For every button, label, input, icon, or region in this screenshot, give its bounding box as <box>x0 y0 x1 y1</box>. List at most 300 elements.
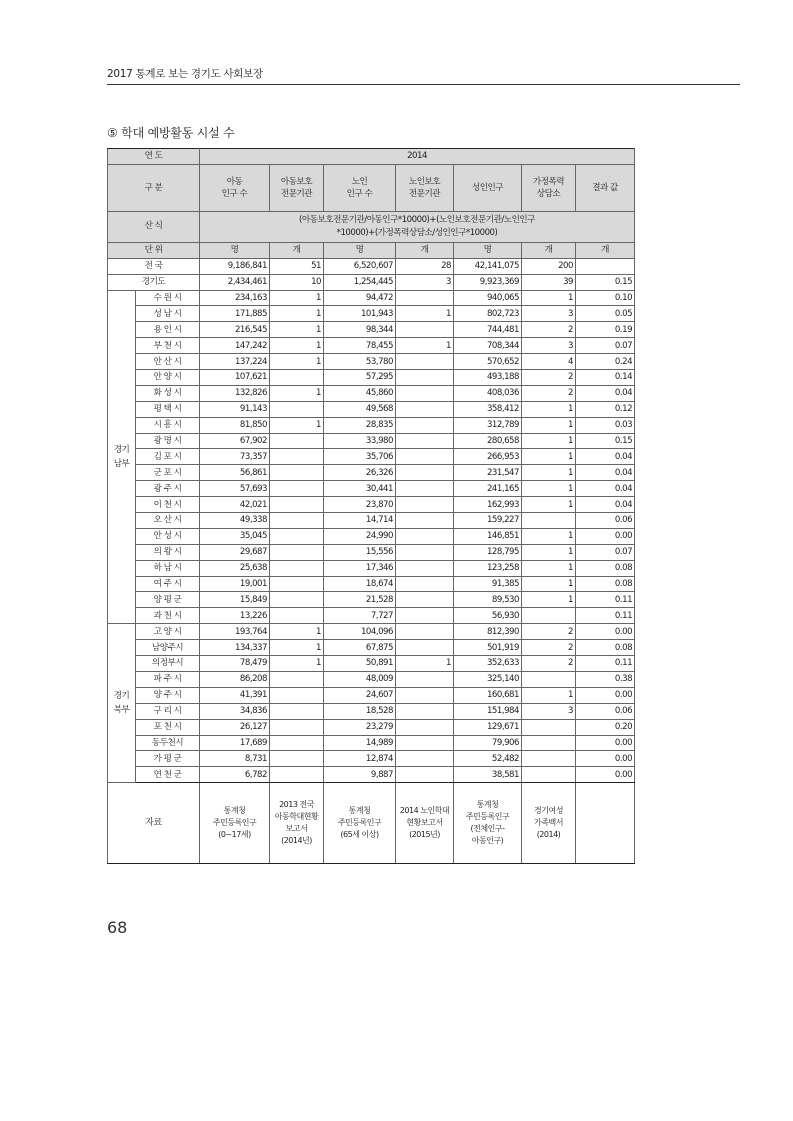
value-cell: 1 <box>396 306 454 322</box>
value-cell <box>522 751 576 767</box>
value-cell <box>396 449 454 465</box>
year-row <box>108 149 635 165</box>
value-cell: 48,009 <box>324 671 396 687</box>
table-row <box>108 401 635 417</box>
value-cell: 42,141,075 <box>454 258 522 274</box>
city-name: 구 리 시 <box>136 703 200 719</box>
value-cell: 0.00 <box>576 624 635 640</box>
value-cell: 6,782 <box>200 767 270 783</box>
value-cell: 1 <box>270 385 324 401</box>
column-header: 아동보호 전문기관 <box>270 164 324 211</box>
value-cell <box>396 385 454 401</box>
value-cell: 1 <box>522 528 576 544</box>
category-label: 구 분 <box>108 164 200 211</box>
value-cell: 234,163 <box>200 290 270 306</box>
city-name: 가 평 군 <box>136 751 200 767</box>
value-cell <box>396 751 454 767</box>
city-name: 김 포 시 <box>136 449 200 465</box>
region-name: 경기도 <box>108 274 200 290</box>
value-cell <box>270 481 324 497</box>
value-cell: 56,861 <box>200 465 270 481</box>
value-cell <box>270 528 324 544</box>
value-cell: 0.06 <box>576 513 635 529</box>
value-cell <box>396 370 454 386</box>
value-cell: 0.12 <box>576 401 635 417</box>
column-header: 가정폭력 상담소 <box>522 164 576 211</box>
value-cell: 2 <box>522 385 576 401</box>
value-cell: 325,140 <box>454 671 522 687</box>
value-cell <box>270 497 324 513</box>
value-cell <box>522 513 576 529</box>
value-cell <box>396 735 454 751</box>
value-cell: 129,671 <box>454 719 522 735</box>
region-group-label: 경기 북부 <box>108 624 136 783</box>
value-cell: 1 <box>270 640 324 656</box>
city-name: 의 왕 시 <box>136 544 200 560</box>
value-cell: 0.00 <box>576 735 635 751</box>
value-cell: 86,208 <box>200 671 270 687</box>
table-row <box>108 703 635 719</box>
value-cell <box>396 624 454 640</box>
value-cell: 159,227 <box>454 513 522 529</box>
value-cell: 91,143 <box>200 401 270 417</box>
value-cell: 14,989 <box>324 735 396 751</box>
value-cell: 51 <box>270 258 324 274</box>
city-name: 광 명 시 <box>136 433 200 449</box>
value-cell: 744,481 <box>454 322 522 338</box>
value-cell: 35,045 <box>200 528 270 544</box>
value-cell: 38,581 <box>454 767 522 783</box>
value-cell: 200 <box>522 258 576 274</box>
value-cell: 26,326 <box>324 465 396 481</box>
city-name: 연 천 군 <box>136 767 200 783</box>
column-header: 아동 인구 수 <box>200 164 270 211</box>
value-cell: 241,165 <box>454 481 522 497</box>
value-cell: 33,980 <box>324 433 396 449</box>
unit-cell: 명 <box>200 242 270 258</box>
value-cell: 570,652 <box>454 354 522 370</box>
value-cell <box>396 608 454 624</box>
value-cell: 34,836 <box>200 703 270 719</box>
unit-cell: 개 <box>270 242 324 258</box>
table-row <box>108 385 635 401</box>
value-cell <box>396 354 454 370</box>
value-cell: 17,689 <box>200 735 270 751</box>
value-cell: 0.05 <box>576 306 635 322</box>
value-cell: 0.10 <box>576 290 635 306</box>
city-name: 파 주 시 <box>136 671 200 687</box>
city-name: 여 주 시 <box>136 576 200 592</box>
table-row <box>108 290 635 306</box>
value-cell: 0.04 <box>576 385 635 401</box>
table-row <box>108 560 635 576</box>
value-cell: 1 <box>522 592 576 608</box>
city-name: 부 천 시 <box>136 338 200 354</box>
city-name: 성 남 시 <box>136 306 200 322</box>
region-name: 전 국 <box>108 258 200 274</box>
column-header: 성인인구 <box>454 164 522 211</box>
value-cell: 128,795 <box>454 544 522 560</box>
value-cell: 1 <box>522 497 576 513</box>
value-cell: 91,385 <box>454 576 522 592</box>
value-cell: 171,885 <box>200 306 270 322</box>
value-cell <box>396 687 454 703</box>
value-cell: 78,479 <box>200 656 270 672</box>
value-cell <box>396 576 454 592</box>
value-cell: 2,434,461 <box>200 274 270 290</box>
value-cell <box>396 417 454 433</box>
value-cell <box>396 290 454 306</box>
value-cell: 146,851 <box>454 528 522 544</box>
value-cell: 1 <box>396 656 454 672</box>
value-cell <box>270 592 324 608</box>
value-cell: 1 <box>522 401 576 417</box>
value-cell: 24,990 <box>324 528 396 544</box>
value-cell: 79,906 <box>454 735 522 751</box>
value-cell: 2 <box>522 322 576 338</box>
table-row <box>108 544 635 560</box>
value-cell <box>576 258 635 274</box>
table-row <box>108 624 635 640</box>
value-cell: 0.24 <box>576 354 635 370</box>
value-cell: 2 <box>522 656 576 672</box>
table-row <box>108 576 635 592</box>
value-cell: 14,714 <box>324 513 396 529</box>
value-cell: 98,344 <box>324 322 396 338</box>
value-cell: 67,875 <box>324 640 396 656</box>
value-cell <box>522 671 576 687</box>
table-row <box>108 449 635 465</box>
value-cell <box>396 767 454 783</box>
table-row <box>108 767 635 783</box>
value-cell: 0.11 <box>576 592 635 608</box>
city-name: 동두천시 <box>136 735 200 751</box>
value-cell: 312,789 <box>454 417 522 433</box>
city-name: 화 성 시 <box>136 385 200 401</box>
source-cell: 통계청 주민등록인구 (전체인구- 아동인구) <box>454 783 522 864</box>
city-name: 안 산 시 <box>136 354 200 370</box>
city-name: 양 평 군 <box>136 592 200 608</box>
value-cell: 1 <box>270 656 324 672</box>
value-cell: 3 <box>522 338 576 354</box>
city-name: 군 포 시 <box>136 465 200 481</box>
table-row <box>108 274 635 290</box>
city-name: 양 주 시 <box>136 687 200 703</box>
value-cell <box>270 767 324 783</box>
value-cell <box>270 544 324 560</box>
value-cell: 30,441 <box>324 481 396 497</box>
value-cell: 1 <box>270 322 324 338</box>
value-cell: 26,127 <box>200 719 270 735</box>
table-row <box>108 751 635 767</box>
value-cell <box>270 401 324 417</box>
source-cell: 경기여성 가족백서 (2014) <box>522 783 576 864</box>
value-cell <box>270 370 324 386</box>
source-cell: 2014 노인학대 현황보고서 (2015년) <box>396 783 454 864</box>
table-row <box>108 417 635 433</box>
value-cell: 23,870 <box>324 497 396 513</box>
value-cell: 13,226 <box>200 608 270 624</box>
unit-cell: 명 <box>454 242 522 258</box>
value-cell <box>270 449 324 465</box>
value-cell: 78,455 <box>324 338 396 354</box>
table-row <box>108 322 635 338</box>
value-cell: 0.08 <box>576 576 635 592</box>
table-row <box>108 306 635 322</box>
value-cell: 266,953 <box>454 449 522 465</box>
value-cell: 1 <box>270 417 324 433</box>
city-name: 시 흥 시 <box>136 417 200 433</box>
value-cell: 1 <box>522 544 576 560</box>
value-cell: 940,065 <box>454 290 522 306</box>
value-cell <box>270 751 324 767</box>
table-row <box>108 608 635 624</box>
city-name: 과 천 시 <box>136 608 200 624</box>
value-cell: 358,412 <box>454 401 522 417</box>
value-cell: 3 <box>396 274 454 290</box>
table-row <box>108 497 635 513</box>
value-cell <box>396 560 454 576</box>
value-cell: 0.03 <box>576 417 635 433</box>
value-cell: 18,674 <box>324 576 396 592</box>
value-cell <box>270 433 324 449</box>
formula-label: 산 식 <box>108 211 200 242</box>
table-row <box>108 592 635 608</box>
value-cell: 50,891 <box>324 656 396 672</box>
value-cell: 812,390 <box>454 624 522 640</box>
value-cell: 0.04 <box>576 481 635 497</box>
value-cell: 9,186,841 <box>200 258 270 274</box>
city-name: 이 천 시 <box>136 497 200 513</box>
city-name: 하 남 시 <box>136 560 200 576</box>
value-cell: 0.15 <box>576 274 635 290</box>
value-cell <box>396 481 454 497</box>
value-cell: 45,860 <box>324 385 396 401</box>
value-cell: 19,001 <box>200 576 270 592</box>
value-cell: 802,723 <box>454 306 522 322</box>
value-cell <box>396 322 454 338</box>
value-cell: 0.14 <box>576 370 635 386</box>
value-cell <box>396 544 454 560</box>
value-cell <box>522 719 576 735</box>
value-cell <box>270 719 324 735</box>
value-cell: 23,279 <box>324 719 396 735</box>
value-cell: 0.19 <box>576 322 635 338</box>
value-cell: 18,528 <box>324 703 396 719</box>
value-cell: 15,849 <box>200 592 270 608</box>
column-header: 노인보호 전문기관 <box>396 164 454 211</box>
source-cell: 2013 전국 아동학대현황 보고서 (2014년) <box>270 783 324 864</box>
value-cell: 162,993 <box>454 497 522 513</box>
value-cell <box>270 671 324 687</box>
value-cell: 160,681 <box>454 687 522 703</box>
value-cell: 35,706 <box>324 449 396 465</box>
city-name: 남양주시 <box>136 640 200 656</box>
column-header-row <box>108 164 635 211</box>
value-cell: 4 <box>522 354 576 370</box>
header-rule-right <box>247 84 740 85</box>
value-cell: 216,545 <box>200 322 270 338</box>
city-name: 용 인 시 <box>136 322 200 338</box>
value-cell <box>396 513 454 529</box>
value-cell: 0.06 <box>576 703 635 719</box>
value-cell: 2 <box>522 624 576 640</box>
value-cell: 151,984 <box>454 703 522 719</box>
value-cell: 56,930 <box>454 608 522 624</box>
value-cell: 2 <box>522 640 576 656</box>
table-row <box>108 735 635 751</box>
unit-cell: 명 <box>324 242 396 258</box>
region-group-label: 경기 남부 <box>108 290 136 624</box>
running-header: 2017 통계로 보는 경기도 사회보장 <box>107 68 263 80</box>
value-cell: 1 <box>270 290 324 306</box>
source-cell: 통계청 주민등록인구 (0~17세) <box>200 783 270 864</box>
value-cell <box>270 560 324 576</box>
value-cell: 3 <box>522 306 576 322</box>
value-cell: 134,337 <box>200 640 270 656</box>
value-cell: 1 <box>522 560 576 576</box>
city-name: 광 주 시 <box>136 481 200 497</box>
value-cell: 101,943 <box>324 306 396 322</box>
table-row <box>108 528 635 544</box>
unit-cell: 개 <box>522 242 576 258</box>
value-cell: 104,096 <box>324 624 396 640</box>
unit-cell: 개 <box>576 242 635 258</box>
value-cell: 8,731 <box>200 751 270 767</box>
value-cell: 1 <box>270 338 324 354</box>
value-cell <box>522 767 576 783</box>
city-name: 오 산 시 <box>136 513 200 529</box>
table-row <box>108 481 635 497</box>
value-cell: 53,780 <box>324 354 396 370</box>
source-label: 자료 <box>108 783 200 864</box>
value-cell <box>396 465 454 481</box>
value-cell: 0.08 <box>576 640 635 656</box>
value-cell: 29,687 <box>200 544 270 560</box>
city-name: 평 택 시 <box>136 401 200 417</box>
value-cell: 1 <box>270 306 324 322</box>
value-cell: 0.04 <box>576 497 635 513</box>
value-cell <box>396 640 454 656</box>
table-row <box>108 687 635 703</box>
city-name: 포 천 시 <box>136 719 200 735</box>
table-row <box>108 656 635 672</box>
value-cell: 0.07 <box>576 544 635 560</box>
value-cell: 1 <box>522 576 576 592</box>
value-cell: 0.15 <box>576 433 635 449</box>
value-cell <box>270 703 324 719</box>
value-cell: 1 <box>522 417 576 433</box>
unit-cell: 개 <box>396 242 454 258</box>
value-cell: 408,036 <box>454 385 522 401</box>
column-header: 노인 인구 수 <box>324 164 396 211</box>
value-cell: 0.38 <box>576 671 635 687</box>
section-title: ⑤ 학대 예방활동 시설 수 <box>107 126 235 140</box>
value-cell: 280,658 <box>454 433 522 449</box>
page-number: 68 <box>107 918 128 937</box>
value-cell: 10 <box>270 274 324 290</box>
value-cell: 1 <box>522 290 576 306</box>
value-cell: 57,295 <box>324 370 396 386</box>
value-cell: 1 <box>522 465 576 481</box>
value-cell: 49,568 <box>324 401 396 417</box>
value-cell: 231,547 <box>454 465 522 481</box>
table-row <box>108 258 635 274</box>
value-cell <box>522 735 576 751</box>
value-cell: 12,874 <box>324 751 396 767</box>
city-name: 고 양 시 <box>136 624 200 640</box>
value-cell: 1 <box>522 687 576 703</box>
value-cell: 28,835 <box>324 417 396 433</box>
value-cell: 0.07 <box>576 338 635 354</box>
value-cell <box>396 401 454 417</box>
value-cell: 147,242 <box>200 338 270 354</box>
value-cell: 0.00 <box>576 751 635 767</box>
value-cell: 89,530 <box>454 592 522 608</box>
value-cell: 0.04 <box>576 465 635 481</box>
value-cell: 352,633 <box>454 656 522 672</box>
value-cell: 1 <box>522 433 576 449</box>
facility-table <box>107 148 635 864</box>
table-row <box>108 671 635 687</box>
source-cell: 통계청 주민등록인구 (65세 이상) <box>324 783 396 864</box>
table-row <box>108 465 635 481</box>
value-cell: 0.20 <box>576 719 635 735</box>
header-rule-left <box>107 84 247 85</box>
value-cell: 0.00 <box>576 528 635 544</box>
value-cell: 42,021 <box>200 497 270 513</box>
value-cell: 73,357 <box>200 449 270 465</box>
value-cell <box>270 576 324 592</box>
value-cell: 708,344 <box>454 338 522 354</box>
value-cell: 0.00 <box>576 767 635 783</box>
city-name: 안 성 시 <box>136 528 200 544</box>
value-cell: 24,607 <box>324 687 396 703</box>
year-label: 연 도 <box>108 149 200 165</box>
value-cell: 193,764 <box>200 624 270 640</box>
value-cell <box>270 687 324 703</box>
value-cell: 1 <box>396 338 454 354</box>
unit-label: 단 위 <box>108 242 200 258</box>
value-cell <box>396 528 454 544</box>
value-cell: 0.04 <box>576 449 635 465</box>
value-cell <box>270 735 324 751</box>
table-row <box>108 370 635 386</box>
value-cell: 41,391 <box>200 687 270 703</box>
value-cell <box>270 465 324 481</box>
formula-text: (아동보호전문기관/아동인구*10000)+(노인보호전문기관/노인인구 *10000)+(가정폭력상담소/성인인구*10000) <box>200 211 635 242</box>
table-row <box>108 640 635 656</box>
value-cell: 15,556 <box>324 544 396 560</box>
value-cell: 1 <box>522 449 576 465</box>
value-cell: 52,482 <box>454 751 522 767</box>
table-row <box>108 354 635 370</box>
value-cell: 28 <box>396 258 454 274</box>
value-cell: 57,693 <box>200 481 270 497</box>
value-cell <box>396 703 454 719</box>
formula-row <box>108 211 635 242</box>
source-cell <box>576 783 635 864</box>
value-cell <box>396 592 454 608</box>
value-cell <box>396 433 454 449</box>
value-cell: 0.11 <box>576 656 635 672</box>
value-cell: 81,850 <box>200 417 270 433</box>
value-cell: 1,254,445 <box>324 274 396 290</box>
value-cell: 123,258 <box>454 560 522 576</box>
value-cell: 7,727 <box>324 608 396 624</box>
table-row <box>108 719 635 735</box>
value-cell: 107,621 <box>200 370 270 386</box>
